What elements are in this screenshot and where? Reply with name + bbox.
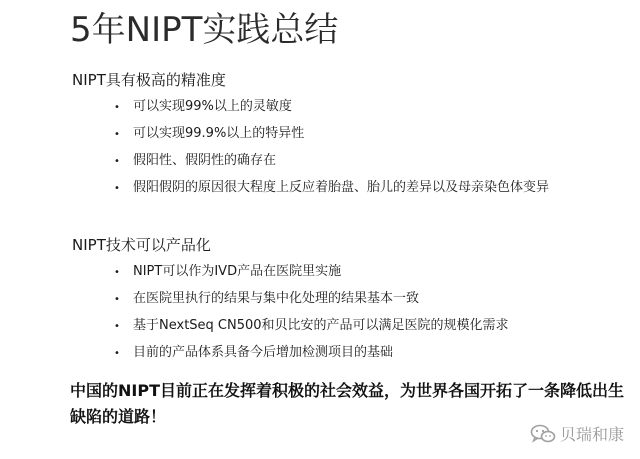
bullet-text: 可以实现99.9%以上的特异性 <box>133 126 305 141</box>
slide-title: 5年NIPT实践总结 <box>70 10 339 50</box>
bullet-dot-icon: • <box>114 129 120 140</box>
section-heading-accuracy: NIPT具有极高的精准度 <box>72 71 226 89</box>
bullet-dot-icon: • <box>114 156 120 167</box>
wechat-icon <box>530 424 556 444</box>
bullet-text: 基于NextSeq CN500和贝比安的产品可以满足医院的规模化需求 <box>133 318 509 333</box>
bullet-dot-icon: • <box>114 294 120 305</box>
bullet-text: 可以实现99%以上的灵敏度 <box>133 99 292 114</box>
bullet-text: 假阳假阴的原因很大程度上反应着胎盘、胎儿的差异以及母亲染色体变异 <box>133 180 550 195</box>
conclusion-text: 中国的NIPT目前正在发挥着积极的社会效益，为世界各国开拓了一条降低出生缺陷的道路！ <box>70 381 624 426</box>
bullet-dot-icon: • <box>114 183 120 194</box>
bullet-dot-icon: • <box>114 348 120 359</box>
bullet-dot-icon: • <box>114 267 120 278</box>
watermark-text: 贝瑞和康 <box>559 425 624 444</box>
bullet-dot-icon: • <box>114 321 120 332</box>
bullet-dot-icon: • <box>114 102 120 113</box>
bullet-text: 假阳性、假阴性的确存在 <box>133 153 277 168</box>
section-heading-productization: NIPT技术可以产品化 <box>72 236 211 254</box>
bullet-text: 目前的产品体系具备今后增加检测项目的基础 <box>133 345 394 360</box>
bullet-text: NIPT可以作为IVD产品在医院里实施 <box>133 264 342 279</box>
bullet-text: 在医院里执行的结果与集中化处理的结果基本一致 <box>133 291 420 306</box>
watermark <box>530 422 624 445</box>
